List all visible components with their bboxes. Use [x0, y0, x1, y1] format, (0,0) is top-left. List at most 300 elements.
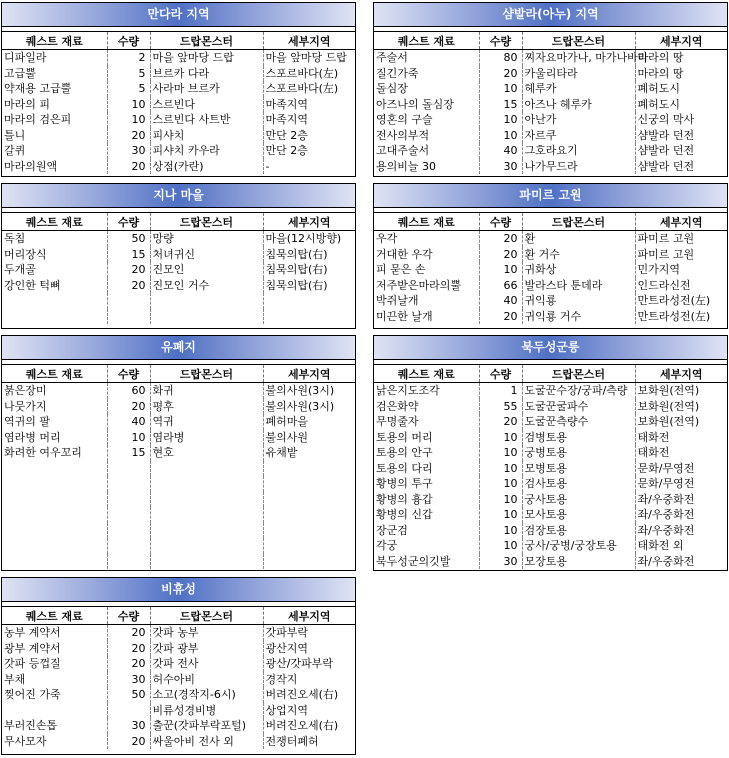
- cell-detail-area: 침묵의탑(右): [265, 247, 328, 261]
- table-row: [374, 128, 727, 144]
- cell-drop-monster: 검장토용: [522, 523, 635, 539]
- cell-drop-monster: 귀익룡: [522, 293, 635, 309]
- cell-drop-monster: 역귀: [150, 414, 263, 430]
- cell-drop-monster: 비류성경비병: [150, 703, 263, 719]
- cell-detail-area: 스포르바다(左): [265, 82, 339, 95]
- cell-drop-monster: 염라병: [150, 430, 263, 446]
- table-row: [374, 461, 727, 477]
- table-row: [2, 641, 355, 657]
- table-row: [374, 143, 727, 159]
- cell-quest-item: 두개골: [2, 262, 107, 278]
- cell-quest-item: 독침: [2, 231, 107, 247]
- table-row: [2, 703, 355, 719]
- cell-quantity: 30: [107, 672, 150, 688]
- table-row: [374, 492, 727, 508]
- cell-quantity: [107, 461, 150, 477]
- table-row: [374, 81, 727, 97]
- cell-drop-monster: 갓파 전사: [150, 656, 263, 672]
- cell-quest-item: 약재용 고급뿔: [2, 81, 107, 97]
- header-drop-monster: 드랍몬스터: [150, 607, 263, 625]
- item-table: [2, 32, 355, 174]
- header-drop-monster: 드랍몬스터: [522, 365, 635, 383]
- cell-quantity: 20: [479, 66, 522, 82]
- table-header-row: [2, 32, 355, 50]
- cell-detail-area: 광산지역: [265, 641, 309, 655]
- cell-drop-monster: 아즈나 헤루카: [522, 97, 635, 113]
- table-row: [374, 309, 727, 325]
- table-row: [374, 50, 727, 66]
- cell-quest-item: [2, 492, 107, 508]
- cell-detail-area: 광산/갓파부락: [265, 657, 333, 670]
- cell-quest-item: 광부 계약서: [2, 641, 107, 657]
- cell-quest-item: [2, 507, 107, 523]
- cell-quest-item: 틀니: [2, 128, 107, 144]
- panel-jina: [1, 183, 356, 329]
- cell-quantity: 30: [479, 159, 522, 175]
- cell-detail-area: 상업지역: [265, 703, 309, 717]
- table-row: [374, 293, 727, 309]
- cell-detail-area: 침묵의탑(右): [265, 263, 328, 276]
- table-row: [2, 262, 355, 278]
- cell-detail-area: [263, 293, 355, 309]
- cell-detail-area: 만트라성전(左): [637, 309, 711, 323]
- cell-drop-monster: 헤루카: [522, 81, 635, 97]
- header-quantity: 수량: [479, 213, 522, 231]
- cell-quantity: 60: [107, 383, 150, 399]
- cell-quest-item: 무사모자: [2, 734, 107, 750]
- cell-detail-area: 파미르 고원: [637, 232, 695, 245]
- table-row: [374, 476, 727, 492]
- cell-quantity: 10: [107, 430, 150, 446]
- cell-drop-monster: 스르빈다 사트반: [150, 112, 263, 128]
- table-row: [2, 309, 355, 325]
- cell-quantity: 30: [479, 554, 522, 570]
- cell-quantity: [107, 538, 150, 554]
- cell-quantity: 10: [479, 262, 522, 278]
- table-row: [2, 523, 355, 539]
- header-quantity: 수량: [107, 365, 150, 383]
- item-table: [2, 365, 355, 569]
- cell-quest-item: 갓파 등껍질: [2, 656, 107, 672]
- cell-detail-area: 경작지: [265, 672, 298, 686]
- header-detail-area: 세부지역: [635, 32, 727, 50]
- table-header-row: [374, 213, 727, 231]
- cell-detail-area: 마을(12시방향): [265, 232, 342, 245]
- cell-quantity: 20: [107, 159, 150, 175]
- cell-quest-item: 각궁: [374, 538, 479, 554]
- cell-quantity: 1: [479, 383, 522, 399]
- table-row: [374, 554, 727, 570]
- cell-quantity: 20: [107, 625, 150, 641]
- cell-quantity: 20: [107, 656, 150, 672]
- cell-drop-monster: 도굴꾼측량수: [522, 414, 635, 430]
- header-quest-item: 퀘스트 재료: [2, 32, 107, 50]
- cell-detail-area: 민가지역: [637, 263, 681, 276]
- cell-quest-item: 역귀의 팔: [2, 414, 107, 430]
- cell-quest-item: 농부 계약서: [2, 625, 107, 641]
- cell-drop-monster: 발라스타 툰데라: [522, 278, 635, 294]
- cell-quest-item: 주술서: [374, 50, 479, 66]
- cell-quantity: 20: [107, 641, 150, 657]
- cell-quantity: 20: [479, 414, 522, 430]
- cell-detail-area: 마을 앞마당 드랍: [265, 51, 347, 64]
- cell-detail-area: 만단 2층: [265, 128, 308, 142]
- cell-drop-monster: 상점(카란): [150, 159, 263, 175]
- cell-quest-item: 나뭇가지: [2, 399, 107, 415]
- cell-quantity: 80: [479, 50, 522, 66]
- cell-drop-monster: 갓파 농부: [150, 625, 263, 641]
- cell-quest-item: 고대주술서: [374, 143, 479, 159]
- header-drop-monster: 드랍몬스터: [150, 32, 263, 50]
- panel-title: 유폐지: [2, 336, 355, 360]
- cell-drop-monster: 자르쿠: [522, 128, 635, 144]
- panel-bihyuseong: [1, 577, 356, 755]
- table-row: [374, 507, 727, 523]
- cell-drop-monster: [150, 293, 263, 309]
- cell-detail-area: 폐허도시: [637, 82, 681, 95]
- cell-detail-area: 보화원(전역): [637, 399, 700, 413]
- table-row: [374, 66, 727, 82]
- cell-drop-monster: 모사토용: [522, 507, 635, 523]
- cell-quantity: 20: [107, 399, 150, 415]
- cell-drop-monster: 사라마 브르카: [150, 81, 263, 97]
- cell-drop-monster: 찌자요마가나, 마가나바라: [522, 50, 635, 66]
- table-row: [374, 445, 727, 461]
- cell-drop-monster: 아난가: [522, 112, 635, 128]
- panel-title: 만다라 지역: [2, 3, 355, 27]
- panel-yuhyeji: [1, 335, 356, 571]
- cell-quest-item: 마라의 검은피: [2, 112, 107, 128]
- cell-quantity: 10: [479, 461, 522, 477]
- table-row: [2, 445, 355, 461]
- cell-drop-monster: 그호라요기: [522, 143, 635, 159]
- cell-quantity: [107, 492, 150, 508]
- cell-detail-area: 파미르 고원: [637, 247, 695, 261]
- table-row: [2, 554, 355, 570]
- cell-detail-area: [263, 476, 355, 492]
- cell-detail-area: [263, 523, 355, 539]
- table-row: [2, 399, 355, 415]
- cell-quest-item: 황병의 투구: [374, 476, 479, 492]
- panel-pamir: [373, 183, 728, 329]
- header-drop-monster: 드랍몬스터: [522, 213, 635, 231]
- cell-quest-item: [2, 523, 107, 539]
- cell-quantity: 20: [107, 278, 150, 294]
- cell-detail-area: 태화전: [637, 446, 670, 459]
- cell-quantity: [107, 554, 150, 570]
- cell-quest-item: 낡은지도조각: [374, 383, 479, 399]
- cell-detail-area: 보화원(전역): [637, 415, 700, 428]
- cell-drop-monster: 소고(경작지-6시): [150, 687, 263, 703]
- table-row: [2, 687, 355, 703]
- cell-drop-monster: [150, 309, 263, 325]
- cell-drop-monster: 피샤치: [150, 128, 263, 144]
- cell-quantity: 10: [479, 507, 522, 523]
- cell-quantity: 10: [479, 445, 522, 461]
- cell-drop-monster: 갓파 광부: [150, 641, 263, 657]
- cell-drop-monster: [150, 476, 263, 492]
- cell-quest-item: 박쥐날개: [374, 293, 479, 309]
- cell-detail-area: 불의사원(3시): [265, 384, 335, 397]
- cell-drop-monster: [150, 507, 263, 523]
- item-table: [2, 607, 355, 749]
- cell-detail-area: 마족지역: [265, 97, 309, 111]
- table-row: [374, 430, 727, 446]
- table-row: [2, 538, 355, 554]
- cell-quest-item: 화려한 여우꼬리: [2, 445, 107, 461]
- cell-quantity: 10: [479, 523, 522, 539]
- cell-quantity: 20: [107, 128, 150, 144]
- panel-bukduseong: [373, 335, 728, 571]
- table-row: [2, 718, 355, 734]
- cell-drop-monster: 현호: [150, 445, 263, 461]
- table-row: [374, 523, 727, 539]
- cell-quantity: 55: [479, 399, 522, 415]
- table-row: [2, 293, 355, 309]
- cell-detail-area: 유채밭: [265, 446, 298, 459]
- cell-detail-area: [263, 461, 355, 477]
- cell-quantity: 40: [479, 143, 522, 159]
- header-quest-item: 퀘스트 재료: [374, 32, 479, 50]
- cell-drop-monster: 망량: [150, 231, 263, 247]
- cell-quest-item: 마라의 피: [2, 97, 107, 113]
- cell-drop-monster: [150, 554, 263, 570]
- table-row: [2, 476, 355, 492]
- header-drop-monster: 드랍몬스터: [150, 365, 263, 383]
- cell-detail-area: 인드라신전: [637, 278, 691, 292]
- cell-drop-monster: 피샤치 카우라: [150, 143, 263, 159]
- cell-quest-item: 황병의 신갑: [374, 507, 479, 523]
- panel-shambala: [373, 2, 728, 177]
- cell-detail-area: 침묵의탑(右): [265, 278, 328, 292]
- cell-drop-monster: 모장토용: [522, 554, 635, 570]
- panel-title: 샴발라(아누) 지역: [374, 3, 727, 27]
- header-detail-area: 세부지역: [263, 365, 355, 383]
- table-row: [2, 278, 355, 294]
- cell-drop-monster: 검병토용: [522, 430, 635, 446]
- cell-quest-item: 용의비늘 30: [374, 159, 479, 175]
- cell-quantity: 66: [479, 278, 522, 294]
- header-detail-area: 세부지역: [263, 607, 355, 625]
- header-detail-area: 세부지역: [635, 213, 727, 231]
- header-quantity: 수량: [107, 32, 150, 50]
- cell-detail-area: [263, 554, 355, 570]
- table-row: [374, 278, 727, 294]
- cell-drop-monster: 처녀귀신: [150, 247, 263, 263]
- cell-quest-item: 저주받은마라의뿔: [374, 278, 479, 294]
- panel-title: 비휴성: [2, 578, 355, 602]
- cell-quantity: 10: [479, 81, 522, 97]
- cell-quantity: 20: [107, 734, 150, 750]
- cell-quantity: 10: [479, 476, 522, 492]
- cell-quantity: 10: [479, 492, 522, 508]
- cell-quantity: 15: [107, 445, 150, 461]
- cell-drop-monster: 궁사/궁병/궁장토용: [522, 538, 635, 554]
- cell-detail-area: 폐허도시: [637, 97, 681, 111]
- cell-quest-item: 토용의 머리: [374, 430, 479, 446]
- table-row: [2, 656, 355, 672]
- cell-quest-item: 검은화약: [374, 399, 479, 415]
- cell-drop-monster: 진모인: [150, 262, 263, 278]
- cell-drop-monster: 진모인 거수: [150, 278, 263, 294]
- table-row: [2, 414, 355, 430]
- table-row: [2, 247, 355, 263]
- table-row: [374, 231, 727, 247]
- cell-detail-area: 만단 2층: [265, 144, 308, 157]
- cell-detail-area: 좌/우중화전: [637, 523, 695, 537]
- cell-quest-item: 거대한 우각: [374, 247, 479, 263]
- cell-detail-area: -: [265, 159, 270, 173]
- cell-quest-item: 강인한 턱뼈: [2, 278, 107, 294]
- table-row: [374, 97, 727, 113]
- cell-quest-item: 질긴가죽: [374, 66, 479, 82]
- item-table: [374, 365, 727, 569]
- cell-quest-item: 머리장식: [2, 247, 107, 263]
- table-header-row: [374, 365, 727, 383]
- cell-detail-area: 샴발라 던전: [637, 128, 695, 142]
- cell-quantity: [107, 523, 150, 539]
- cell-quantity: 30: [107, 143, 150, 159]
- cell-detail-area: 불의사원(3시): [265, 399, 335, 413]
- header-drop-monster: 드랍몬스터: [522, 32, 635, 50]
- cell-drop-monster: 검사토용: [522, 476, 635, 492]
- cell-quest-item: 마라의원액: [2, 159, 107, 175]
- cell-drop-monster: [150, 461, 263, 477]
- table-row: [2, 97, 355, 113]
- cell-detail-area: 좌/우중화전: [637, 492, 695, 506]
- cell-quest-item: 장군검: [374, 523, 479, 539]
- cell-quantity: 10: [479, 112, 522, 128]
- item-table: [374, 32, 727, 174]
- table-row: [2, 507, 355, 523]
- cell-quantity: 20: [479, 231, 522, 247]
- cell-quest-item: 고급뿔: [2, 66, 107, 82]
- cell-quest-item: 북두성군의깃발: [374, 554, 479, 570]
- cell-quest-item: 갈퀴: [2, 143, 107, 159]
- table-row: [2, 461, 355, 477]
- cell-quantity: [107, 476, 150, 492]
- cell-drop-monster: 싸울아비 전사 외: [150, 734, 263, 750]
- table-row: [2, 430, 355, 446]
- cell-quest-item: 피 묻은 손: [374, 262, 479, 278]
- cell-drop-monster: 출꾼(갓파부락포털): [150, 718, 263, 734]
- cell-quantity: 15: [479, 97, 522, 113]
- cell-quantity: 20: [479, 247, 522, 263]
- cell-quantity: 20: [479, 309, 522, 325]
- header-quest-item: 퀘스트 재료: [374, 213, 479, 231]
- table-row: [374, 538, 727, 554]
- header-quantity: 수량: [107, 213, 150, 231]
- table-row: [2, 112, 355, 128]
- table-row: [374, 414, 727, 430]
- cell-detail-area: 신궁의 막사: [637, 113, 695, 126]
- cell-quantity: 10: [479, 430, 522, 446]
- cell-quantity: 2: [107, 50, 150, 66]
- cell-quest-item: 우각: [374, 231, 479, 247]
- cell-quantity: 50: [107, 231, 150, 247]
- cell-quantity: 30: [107, 718, 150, 734]
- cell-quest-item: 토용의 안구: [374, 445, 479, 461]
- cell-quest-item: 토용의 다리: [374, 461, 479, 477]
- cell-detail-area: [263, 507, 355, 523]
- cell-drop-monster: 환: [522, 231, 635, 247]
- cell-drop-monster: [150, 523, 263, 539]
- table-row: [2, 492, 355, 508]
- table-header-row: [2, 213, 355, 231]
- cell-detail-area: 보화원(전역): [637, 384, 700, 397]
- cell-quantity: 40: [107, 414, 150, 430]
- cell-drop-monster: 나가무드라: [522, 159, 635, 175]
- cell-quantity: 50: [107, 687, 150, 703]
- panel-title: 지나 마을: [2, 184, 355, 208]
- cell-quantity: 5: [107, 66, 150, 82]
- table-row: [374, 247, 727, 263]
- table-row: [2, 159, 355, 175]
- cell-quest-item: 부채: [2, 672, 107, 688]
- cell-quantity: 40: [479, 293, 522, 309]
- header-quest-item: 퀘스트 재료: [2, 365, 107, 383]
- cell-drop-monster: 스르빈다: [150, 97, 263, 113]
- cell-drop-monster: 마을 앞마당 드랍: [150, 50, 263, 66]
- cell-detail-area: 문화/무영전: [637, 461, 695, 475]
- cell-detail-area: 마족지역: [265, 113, 309, 126]
- cell-quest-item: 부러진손톱: [2, 718, 107, 734]
- cell-quantity: 20: [107, 262, 150, 278]
- cell-drop-monster: 카울리타라: [522, 66, 635, 82]
- panel-title: 북두성군릉: [374, 336, 727, 360]
- cell-detail-area: 불의사원: [265, 430, 309, 444]
- cell-detail-area: [263, 309, 355, 325]
- cell-detail-area: 태화전: [637, 430, 670, 444]
- table-row: [374, 383, 727, 399]
- cell-quest-item: 미끈한 날개: [374, 309, 479, 325]
- table-row: [374, 262, 727, 278]
- table-row: [374, 112, 727, 128]
- cell-quest-item: [2, 703, 107, 719]
- header-detail-area: 세부지역: [635, 365, 727, 383]
- cell-drop-monster: 평후: [150, 399, 263, 415]
- table-row: [2, 231, 355, 247]
- header-drop-monster: 드랍몬스터: [150, 213, 263, 231]
- cell-quest-item: [2, 538, 107, 554]
- table-row: [374, 159, 727, 175]
- cell-quantity: [107, 507, 150, 523]
- cell-drop-monster: [150, 538, 263, 554]
- table-row: [2, 383, 355, 399]
- cell-detail-area: [263, 492, 355, 508]
- table-row: [2, 128, 355, 144]
- cell-drop-monster: 허수아비: [150, 672, 263, 688]
- cell-drop-monster: 브르카 다라: [150, 66, 263, 82]
- cell-detail-area: 태화전 외: [637, 539, 684, 552]
- cell-drop-monster: 궁병토용: [522, 445, 635, 461]
- cell-quantity: 15: [107, 247, 150, 263]
- cell-drop-monster: 모병토용: [522, 461, 635, 477]
- cell-quantity: 10: [479, 128, 522, 144]
- cell-quantity: 10: [107, 112, 150, 128]
- header-detail-area: 세부지역: [263, 32, 355, 50]
- cell-drop-monster: [150, 492, 263, 508]
- cell-quest-item: 전사의부적: [374, 128, 479, 144]
- cell-quest-item: [2, 309, 107, 325]
- cell-detail-area: 샴발라 던전: [637, 144, 695, 157]
- header-quest-item: 퀘스트 재료: [374, 365, 479, 383]
- cell-detail-area: 만트라성전(左): [637, 294, 711, 307]
- cell-drop-monster: 화귀: [150, 383, 263, 399]
- panel-title: 파미르 고원: [374, 184, 727, 208]
- cell-detail-area: 갓파부락: [265, 626, 309, 639]
- cell-drop-monster: 도굴꾼굴파수: [522, 399, 635, 415]
